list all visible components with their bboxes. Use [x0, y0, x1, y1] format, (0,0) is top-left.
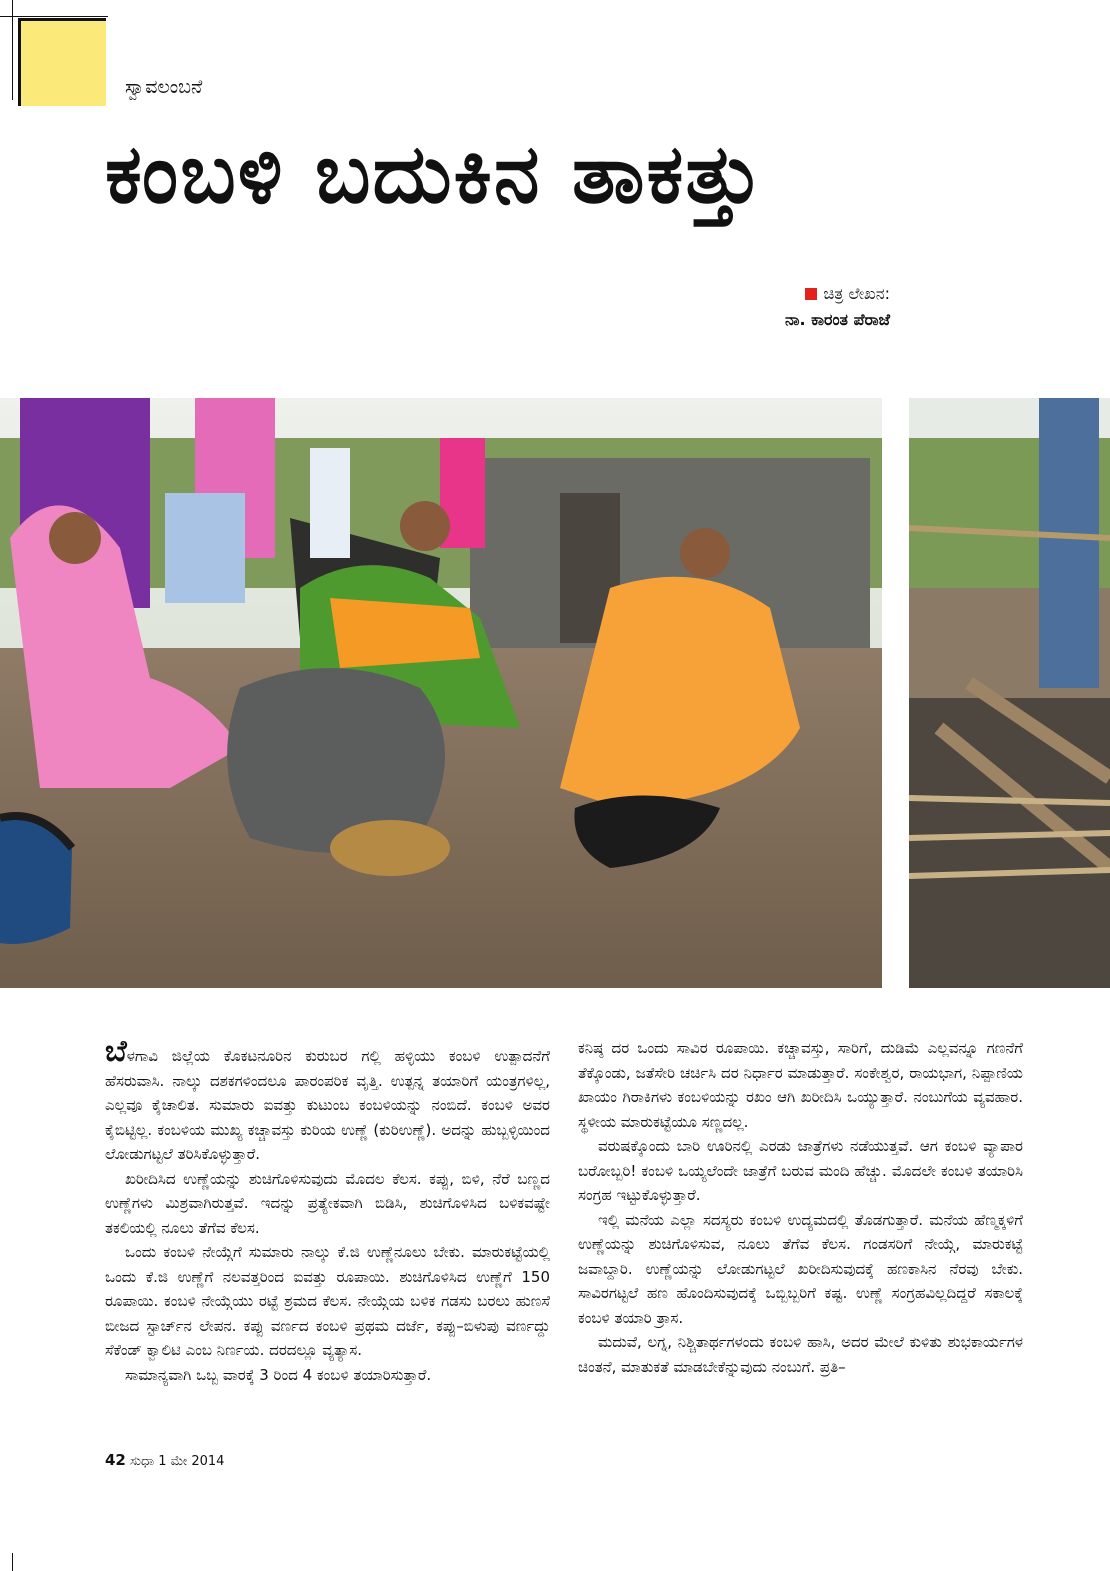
paragraph: ಒಂದು ಕಂಬಳಿ ನೇಯ್ಗೆಗೆ ಸುಮಾರು ನಾಲ್ಕು ಕೆ.ಜಿ ಉಣ್ಣೆನೂಲು ಬೇಕು. ಮಾರುಕಟ್ಟೆಯಲ್ಲಿ ಒಂದು ಕೆ.ಜಿ ಉಣ್ಣೆಗೆ ನಲವತ್ತರಿಂದ ಐವತ್ತು ರೂಪಾಯಿ. ಶುಚಿಗೊಳಿಸಿದ ಉಣ್ಣೆಗೆ 150 ರೂಪಾಯಿ. ಕಂಬಳಿ ನೇಯ್ಗೆಯು ರಟ್ಟೆ ಶ್ರಮದ ಕೆಲಸ. ನೇಯ್ಗೆಯ ಬಳಿಕ ಗಡಸು ಬರಲು ಹುಣಸೆ ಬೀಜದ ಸ್ಟಾರ್ಚ್‌ನ ಲೇಪನ. ಕಪ್ಪು ವರ್ಣದ ಕಂಬಳಿ ಪ್ರಥಮ ದರ್ಜೆ, ಕಪ್ಪು–ಬಿಳುಪು ವರ್ಣದ್ದು ಸೆಕೆಂಡ್ ಕ್ವಾಲಿಟಿ ಎಂಬ ನಿರ್ಣಯ. ದರದಲ್ಲೂ ವ್ಯತ್ಯಾಸ.: [105, 1243, 550, 1359]
main-photo-illustration: [0, 398, 882, 988]
corner-tab: [0, 0, 110, 105]
article-column-right: [578, 1036, 1023, 1379]
byline-author: ನಾ. ಕಾರಂತ ಪೆರಾಜೆ: [784, 310, 890, 329]
issue-date: 1 ಮೇ 2014: [158, 1454, 225, 1469]
paragraph-text: ಳಗಾವಿ ಜಿಲ್ಲೆಯ ಕೊಕಟನೂರಿನ ಕುರುಬರ ಗಲ್ಲಿ ಹಳ್ಳಿಯು ಕಂಬಳಿ ಉತ್ಪಾದನೆಗೆ ಹೆಸರುವಾಸಿ. ನಾಲ್ಕು ದಶಕಗಳಿಂದಲೂ ಪಾರಂಪರಿಕ ವೃತ್ತಿ. ಉತ್ಪನ್ನ ತಯಾರಿಗೆ ಯಂತ್ರಗಳಿಲ್ಲ, ಎಲ್ಲವೂ ಕೈಚಾಲಿತ. ಸುಮಾರು ಐವತ್ತು ಕುಟುಂಬ ಕಂಬಳಿಯನ್ನು ನಂಬಿದೆ. ಕಂಬಳಿ ಅವರ ಕೈಬಿಟ್ಟಿಲ್ಲ. ಕಂಬಳಿಯ ಮುಖ್ಯ ಕಚ್ಚಾವಸ್ತು ಕುರಿಯ ಉಣ್ಣೆ (ಕುರಿಉಣ್ಣೆ). ಅದನ್ನು ಹುಬ್ಬಳ್ಳಿಯಿಂದ ಲೋಡುಗಟ್ಟಲೆ ತರಿಸಿಕೊಳ್ಳುತ್ತಾರೆ.: [105, 1047, 550, 1163]
paragraph: ವರುಷಕ್ಕೊಂದು ಬಾರಿ ಊರಿನಲ್ಲಿ ಎರಡು ಜಾತ್ರೆಗಳು ನಡೆಯುತ್ತವೆ. ಆಗ ಕಂಬಳಿ ವ್ಯಾಪಾರ ಬರೋಬ್ಬರಿ! ಕಂಬಳಿ ಒಯ್ಯಲೆಂದೇ ಜಾತ್ರೆಗೆ ಬರುವ ಮಂದಿ ಹೆಚ್ಚು. ಮೊದಲೇ ಕಂಬಳಿ ತಯಾರಿಸಿ ಸಂಗ್ರಹ ಇಟ್ಟುಕೊಳ್ಳುತ್ತಾರೆ.: [578, 1137, 1023, 1204]
section-label: ಸ್ವಾವಲಂಬನೆ: [125, 76, 203, 98]
magazine-name: ಸುಧಾ: [130, 1454, 155, 1469]
paragraph: ಇಲ್ಲಿ ಮನೆಯ ಎಲ್ಲಾ ಸದಸ್ಯರು ಕಂಬಳಿ ಉದ್ಯಮದಲ್ಲಿ ತೊಡಗುತ್ತಾರೆ. ಮನೆಯ ಹೆಣ್ಮಕ್ಕಳಿಗೆ ಉಣ್ಣೆಯನ್ನು ಶುಚಿಗೊಳಿಸುವ, ನೂಲು ತೆಗೆವ ಕೆಲಸ. ಗಂಡಸರಿಗೆ ನೇಯ್ಗೆ, ಮಾರುಕಟ್ಟೆ ಜವಾಬ್ದಾರಿ. ಉಣ್ಣೆಯನ್ನು ಲೋಡುಗಟ್ಟಲೆ ಖರೀದಿಸುವುದಕ್ಕೆ ಹಣಕಾಸಿನ ನೆರವು ಬೇಕು. ಸಾವಿರಗಟ್ಟಲೆ ಹಣ ಹೊಂದಿಸುವುದಕ್ಕೆ ಒಬ್ಬಿಬ್ಬರಿಗೆ ಕಷ್ಟ. ಉಣ್ಣೆ ಸಂಗ್ರಹವಿಲ್ಲದಿದ್ದರೆ ಸಕಾಲಕ್ಕೆ ಕಂಬಳಿ ತಯಾರಿ ತ್ರಾಸ.: [578, 1210, 1023, 1327]
page-footer: [105, 1451, 224, 1469]
side-photo-illustration: [909, 398, 1110, 988]
byline-label: ಚಿತ್ರ ಲೇಖನ:: [823, 284, 890, 303]
dropcap: ಬೆ: [105, 1034, 127, 1069]
crop-mark: [12, 0, 13, 100]
side-photo: [909, 398, 1110, 988]
paragraph: ಸಾಮಾನ್ಯವಾಗಿ ಒಬ್ಬ ವಾರಕ್ಕೆ 3 ರಿಂದ 4 ಕಂಬಳಿ ತಯಾರಿಸುತ್ತಾರೆ.: [125, 1365, 432, 1384]
square-bullet-icon: [805, 288, 817, 300]
byline: [785, 284, 890, 330]
paragraph: ಮದುವೆ, ಲಗ್ನ, ನಿಶ್ಚಿತಾರ್ಥಗಳಂದು ಕಂಬಳಿ ಹಾಸಿ, ಅದರ ಮೇಲೆ ಕುಳಿತು ಶುಭಕಾರ್ಯಗಳ ಚಿಂತನೆ, ಮಾತುಕತೆ ಮಾಡಬೇಕೆನ್ನುವುದು ನಂಬುಗೆ. ಪ್ರತಿ–: [578, 1333, 1023, 1376]
main-photo: [0, 398, 882, 988]
headline: ಕಂಬಳಿ ಬದುಕಿನ ತಾಕತ್ತು: [105, 127, 764, 222]
article-column-left: [105, 1034, 550, 1387]
section-color-tab: [18, 18, 106, 106]
crop-mark: [12, 1553, 13, 1571]
page-number: 42: [105, 1451, 126, 1469]
paragraph: ಖರೀದಿಸಿದ ಉಣ್ಣೆಯನ್ನು ಶುಚಿಗೊಳಿಸುವುದು ಮೊದಲ ಕೆಲಸ. ಕಪ್ಪು, ಬಿಳಿ, ನೆರೆ ಬಣ್ಣದ ಉಣ್ಣೆಗಳು ಮಿಶ್ರವಾಗಿರುತ್ತವೆ. ಇದನ್ನು ಪ್ರತ್ಯೇಕವಾಗಿ ಬಿಡಿಸಿ, ಶುಚಿಗೊಳಿಸಿದ ಬಳಿಕವಷ್ಟೇ ತಕಲಿಯಲ್ಲಿ ನೂಲು ತೆಗೆವ ಕೆಲಸ.: [105, 1169, 550, 1237]
paragraph: ಕನಿಷ್ಠ ದರ ಒಂದು ಸಾವಿರ ರೂಪಾಯಿ. ಕಚ್ಚಾವಸ್ತು, ಸಾರಿಗೆ, ದುಡಿಮೆ ಎಲ್ಲವನ್ನೂ ಗಣನೆಗೆ ತೆಕ್ಕೊಂಡು, ಜತೆಸೇರಿ ಚರ್ಚಿಸಿ ದರ ನಿರ್ಧಾರ ಮಾಡುತ್ತಾರೆ. ಸಂಕೇಶ್ವರ, ರಾಯಭಾಗ, ನಿಪ್ಪಾಣಿಯ ಖಾಯಂ ಗಿರಾಕಿಗಳು ಕಂಬಳಿಯನ್ನು ರಖಂ ಆಗಿ ಖರೀದಿಸಿ ಒಯ್ಯುತ್ತಾರೆ. ನಂಬುಗೆಯ ವ್ಯವಹಾರ. ಸ್ಥಳೀಯ ಮಾರುಕಟ್ಟೆಯೂ ಸಣ್ಣದಲ್ಲ.: [578, 1039, 1023, 1131]
paragraph: [105, 1034, 550, 1167]
crop-mark: [0, 16, 108, 17]
